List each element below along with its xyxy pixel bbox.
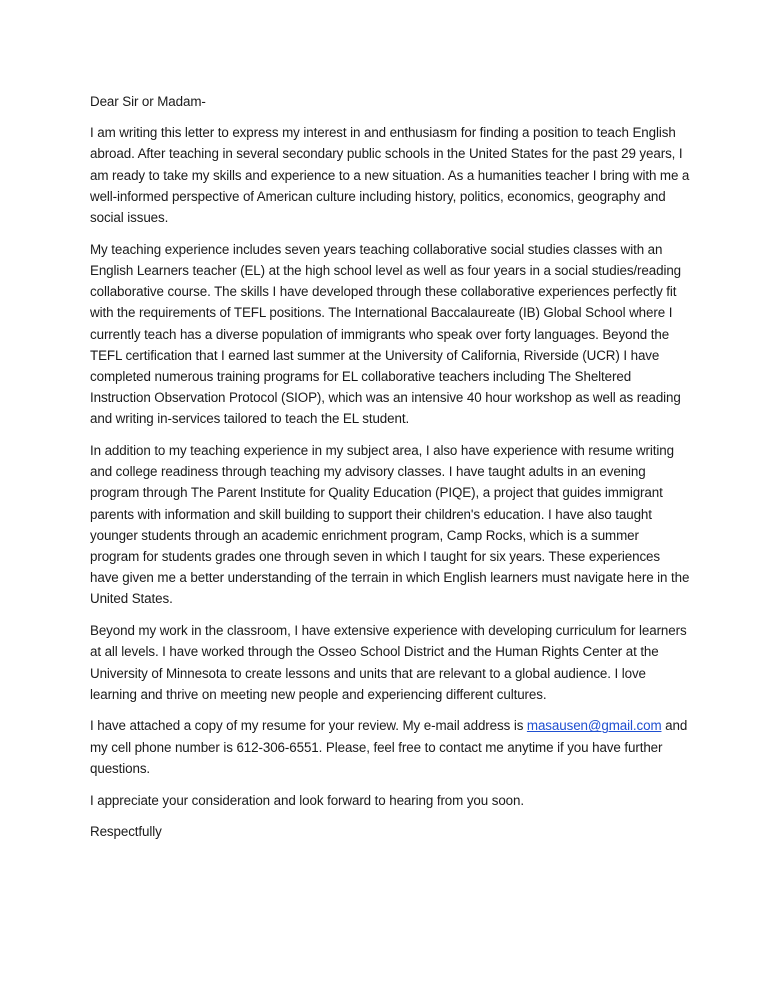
letter-page (90, 91, 690, 843)
contact-text-before: I have attached a copy of my resume for your review. My e-mail address is (90, 718, 527, 734)
closing: Respectfully (90, 824, 162, 840)
paragraph-contact (90, 715, 690, 779)
paragraph-appreciation: I appreciate your consideration and look forward to hearing from you soon. (90, 792, 525, 808)
salutation: Dear Sir or Madam- (90, 94, 206, 109)
paragraph-additional-experience: In addition to my teaching experience in my subject area, I also have experience with resume writing and college readiness through teaching my advisory classes. I have taught adults in an evening program through The Parent Institute for Quality Education (PIQE), a project that guides immigrant parents with information and skill building to support their children's education. I have also taught younger students through an academic enrichment program, Camp Rocks, which is a summer program for students grades one through seven in which I taught for six years. These experiences have given me a better understanding of the terrain in which English learners must navigate here in the United States. (90, 443, 690, 607)
paragraph-intro: I am writing this letter to express my interest in and enthusiasm for finding a position to teach English abroad. After teaching in several secondary public schools in the United States for the past 29 years, I am ready to take my skills and experience to a new situation. As a humanities teacher I bring with me a well-informed perspective of American culture including history, politics, economics, geography and social issues. (90, 125, 690, 226)
paragraph-curriculum: Beyond my work in the classroom, I have extensive experience with developing curriculum for learners at all levels. I have worked through the Osseo School District and the Human Rights Center at the University of Minnesota to create lessons and units that are relevant to a global audience. I love learning and thrive on meeting new people and experiencing different cultures. (90, 623, 687, 702)
paragraph-teaching-experience: My teaching experience includes seven years teaching collaborative social studies classes with an English Learners teacher (EL) at the high school level as well as four years in a social studies/reading collaborative course. The skills I have developed through these collaborative experiences perfectly fit with the requirements of TEFL positions. The International Baccalaureate (IB) Global School where I currently teach has a diverse population of immigrants who speak over forty languages. Beyond the TEFL certification that I earned last summer at the University of California, Riverside (UCR) I have completed numerous training programs for EL collaborative teachers including The Sheltered Instruction Observation Protocol (SIOP), which was an intensive 40 hour workshop as well as reading and writing in-services tailored to teach the EL student. (90, 241, 682, 427)
contact-text-after: and my cell phone number is 612-306-6551. Please, feel free to contact me anytime if you have further questions. (90, 718, 688, 776)
email-link[interactable]: masausen@gmail.com (526, 718, 662, 734)
